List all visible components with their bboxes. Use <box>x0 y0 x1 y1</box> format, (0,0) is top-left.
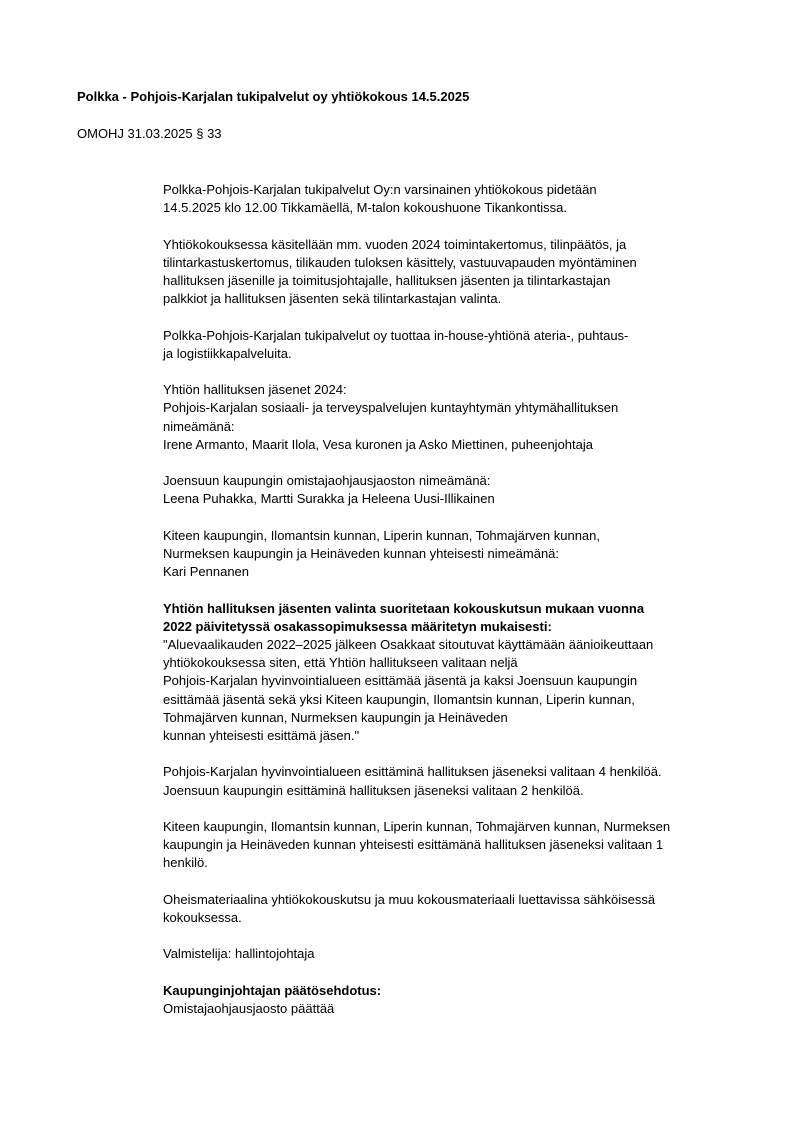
text-line: ja logistiikkapalveluita. <box>163 345 292 361</box>
text-line: Yhtiön hallituksen jäsenet 2024: <box>163 382 347 398</box>
text-line: Joensuun kaupungin omistajaohjausjaoston nimeämänä: <box>163 473 491 489</box>
text-line: Oheismateriaalina yhtiökokouskutsu ja muu kokousmateriaali luettavissa sähköisessä <box>163 891 656 907</box>
text-line: Joensuun kaupungin esittäminä hallituksen jäseneksi valitaan 2 henkilöä. <box>163 782 584 798</box>
paragraph <box>163 181 753 217</box>
paragraph <box>163 945 753 963</box>
text-line: kaupungin ja Heinäveden kunnan yhteisesti esittämänä hallituksen jäseneksi valitaan 1 <box>163 837 664 853</box>
text-line: yhtiökokouksessa siten, että Yhtiön hallitukseen valitaan neljä <box>163 655 518 671</box>
text-line: Nurmeksen kaupungin ja Heinäveden kunnan yhteisesti nimeämänä: <box>163 545 560 561</box>
text-line: Kiteen kaupungin, Ilomantsin kunnan, Liperin kunnan, Tohmajärven kunnan, Nurmeksen <box>163 818 671 834</box>
bold-heading-line: 2022 päivitetyssä osakassopimuksessa määritetyn mukaisesti: <box>163 618 552 634</box>
text-line: Pohjois-Karjalan hyvinvointialueen esittämää jäsentä ja kaksi Joensuun kaupungin <box>163 673 638 689</box>
text-line: "Aluevaalikauden 2022–2025 jälkeen Osakkaat sitoutuvat käyttämään äänioikeuttaan <box>163 636 654 652</box>
text-line: Kari Pennanen <box>163 564 250 580</box>
paragraph <box>163 236 753 309</box>
text-line: Pohjois-Karjalan hyvinvointialueen esittäminä hallituksen jäseneksi valitaan 4 henkilöä. <box>163 764 662 780</box>
text-line: Polkka-Pohjois-Karjalan tukipalvelut Oy:n varsinainen yhtiökokous pidetään <box>163 182 597 197</box>
text-line: Omistajaohjausjaosto päättää <box>163 1000 335 1016</box>
paragraph <box>163 818 753 873</box>
paragraph <box>163 600 753 746</box>
paragraph <box>163 891 753 927</box>
text-line: esittämää jäsentä sekä yksi Kiteen kaupungin, Ilomantsin kunnan, Liperin kunnan, <box>163 691 635 707</box>
text-line: Yhtiökokouksessa käsitellään mm. vuoden 2024 toimintakertomus, tilinpäätös, ja <box>163 236 627 252</box>
bold-heading-line: Kaupunginjohtajan päätösehdotus: <box>163 982 382 998</box>
text-line: 14.5.2025 klo 12.00 Tikkamäellä, M-talon kokoushuone Tikankontissa. <box>163 200 567 216</box>
text-line: kokouksessa. <box>163 909 242 925</box>
meeting-reference: OMOHJ 31.03.2025 § 33 <box>77 126 222 141</box>
document-body <box>163 181 753 1018</box>
paragraph <box>163 381 753 454</box>
text-line: tilintarkastuskertomus, tilikauden tuloksen käsittely, vastuuvapauden myöntäminen <box>163 254 637 270</box>
text-line: kunnan yhteisesti esittämä jäsen." <box>163 728 360 743</box>
paragraph <box>163 472 753 508</box>
text-line: Pohjois-Karjalan sosiaali- ja terveyspalvelujen kuntayhtymän yhtymähallituksen <box>163 400 619 416</box>
text-line: Irene Armanto, Maarit Ilola, Vesa kuronen ja Asko Miettinen, puheenjohtaja <box>163 436 593 452</box>
text-line: palkkiot ja hallituksen jäsenten sekä tilintarkastajan valinta. <box>163 291 502 307</box>
text-line: Valmistelija: hallintojohtaja <box>163 946 315 962</box>
paragraph <box>163 763 753 799</box>
paragraph <box>163 327 753 363</box>
text-line: henkilö. <box>163 855 208 871</box>
text-line: Leena Puhakka, Martti Surakka ja Heleena Uusi-Illikainen <box>163 491 495 507</box>
text-line: Polkka-Pohjois-Karjalan tukipalvelut oy tuottaa in-house-yhtiönä ateria-, puhtaus- <box>163 327 629 343</box>
text-line: Kiteen kaupungin, Ilomantsin kunnan, Liperin kunnan, Tohmajärven kunnan, <box>163 527 601 543</box>
paragraph <box>163 982 753 1018</box>
paragraph <box>163 527 753 582</box>
bold-heading-line: Yhtiön hallituksen jäsenten valinta suoritetaan kokouskutsun mukaan vuonna <box>163 600 645 616</box>
text-line: hallituksen jäsenille ja toimitusjohtajalle, hallituksen jäsenten ja tilintarkastajan <box>163 273 611 288</box>
text-line: Tohmajärven kunnan, Nurmeksen kaupungin ja Heinäveden <box>163 709 508 725</box>
document-title: Polkka - Pohjois-Karjalan tukipalvelut oy yhtiökokous 14.5.2025 <box>77 89 470 104</box>
text-line: nimeämänä: <box>163 418 235 434</box>
